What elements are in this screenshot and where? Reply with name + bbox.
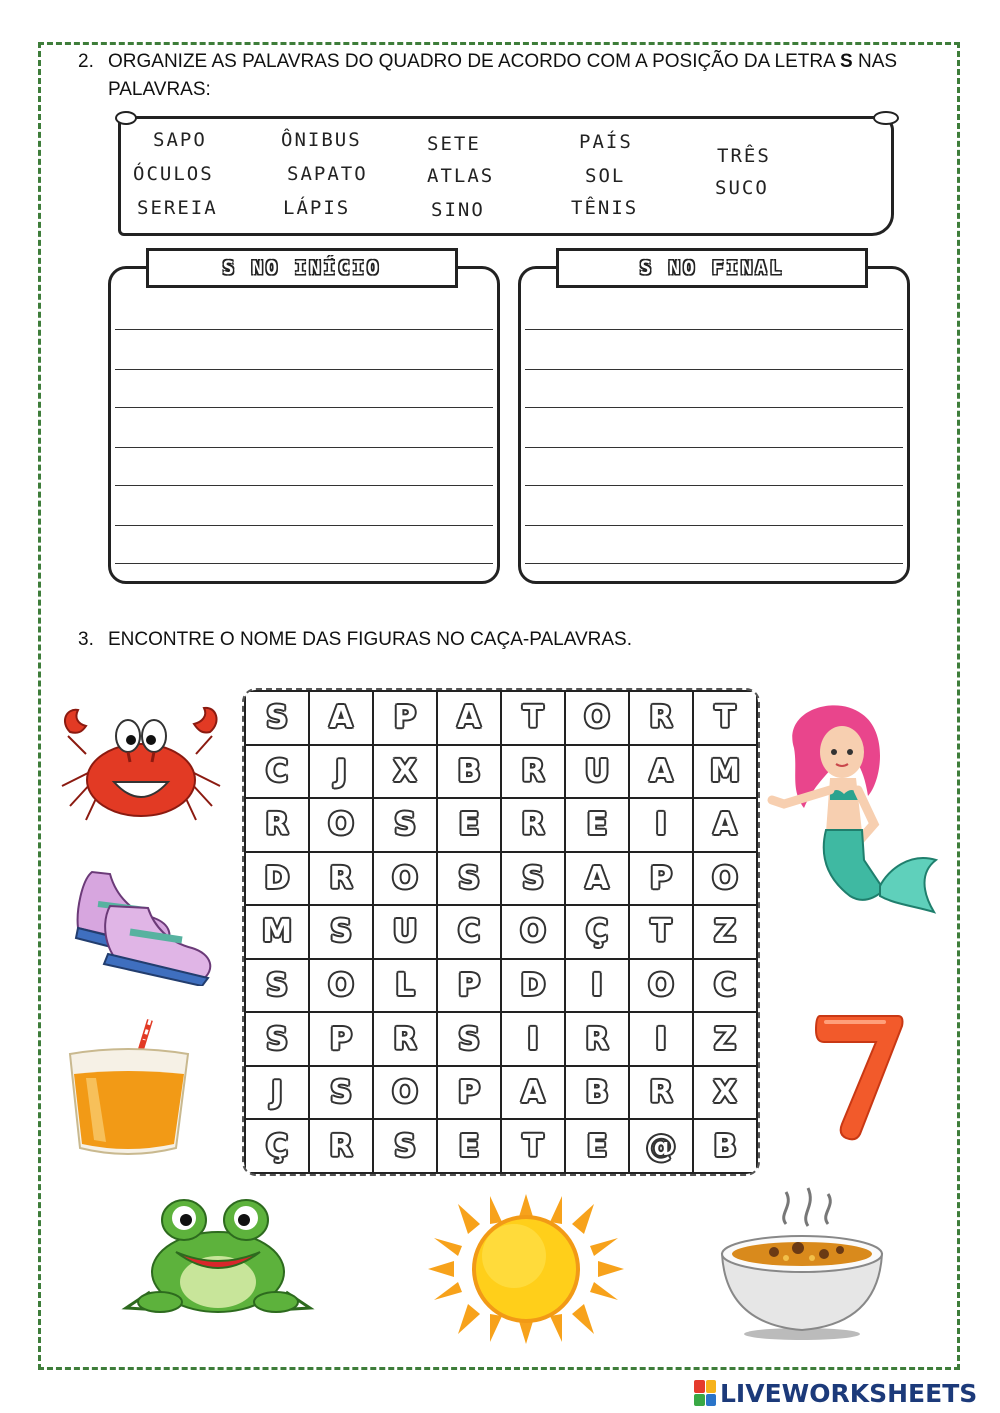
- soup-icon: [716, 1186, 888, 1342]
- grid-cell[interactable]: A: [629, 745, 693, 799]
- grid-cell[interactable]: R: [565, 1012, 629, 1066]
- answer-line[interactable]: [115, 329, 493, 330]
- grid-cell[interactable]: O: [309, 798, 373, 852]
- word-bank-item[interactable]: SAPATO: [287, 163, 368, 185]
- grid-cell[interactable]: S: [245, 691, 309, 745]
- question-2: [78, 48, 938, 108]
- word-bank-item[interactable]: SETE: [427, 133, 481, 155]
- s-end-header: [556, 248, 868, 288]
- grid-cell[interactable]: P: [437, 959, 501, 1013]
- s-start-title: S NO INÍCIO: [222, 257, 382, 279]
- grid-cell[interactable]: C: [693, 959, 757, 1013]
- grid-cell[interactable]: J: [245, 1066, 309, 1120]
- grid-cell[interactable]: D: [245, 852, 309, 906]
- grid-cell[interactable]: T: [629, 905, 693, 959]
- scroll-curl-icon: [115, 111, 137, 125]
- question-2-text: ORGANIZE AS PALAVRAS DO QUADRO DE ACORDO COM A POSIÇÃO DA LETRA S NAS PALAVRAS:: [108, 51, 898, 100]
- grid-cell[interactable]: T: [501, 691, 565, 745]
- question-3-number: 3.: [78, 629, 94, 650]
- grid-cell[interactable]: A: [437, 691, 501, 745]
- s-start-answer-box[interactable]: [108, 266, 500, 584]
- grid-cell[interactable]: S: [437, 1012, 501, 1066]
- grid-cell[interactable]: R: [245, 798, 309, 852]
- word-bank-item[interactable]: SUCO: [715, 177, 769, 199]
- question-2-number: 2.: [78, 51, 94, 72]
- grid-row: [245, 1066, 757, 1120]
- word-bank-item[interactable]: PAÍS: [579, 131, 633, 153]
- answer-line[interactable]: [525, 525, 903, 526]
- scroll-curl-icon: [873, 111, 899, 125]
- grid-cell[interactable]: O: [373, 1066, 437, 1120]
- s-start-header: [146, 248, 458, 288]
- answer-line[interactable]: [115, 525, 493, 526]
- question-3: [78, 626, 938, 656]
- word-bank-item[interactable]: SAPO: [153, 129, 207, 151]
- grid-cell[interactable]: R: [501, 798, 565, 852]
- brand-name: LIVEWORKSHEETS: [720, 1378, 978, 1408]
- word-search-grid: [242, 688, 760, 1176]
- answer-line[interactable]: [525, 485, 903, 486]
- word-bank-item[interactable]: ATLAS: [427, 165, 495, 187]
- grid-cell[interactable]: P: [309, 1012, 373, 1066]
- word-bank-item[interactable]: SOL: [585, 165, 626, 187]
- grid-cell[interactable]: R: [373, 1012, 437, 1066]
- grid-cell[interactable]: E: [565, 1119, 629, 1173]
- grid-cell[interactable]: Ç: [245, 1119, 309, 1173]
- answer-line[interactable]: [525, 447, 903, 448]
- grid-cell[interactable]: B: [565, 1066, 629, 1120]
- answer-line[interactable]: [525, 369, 903, 370]
- juice-icon: [66, 1016, 192, 1158]
- word-bank-item[interactable]: SEREIA: [137, 197, 218, 219]
- word-bank-item[interactable]: ÔNIBUS: [281, 129, 362, 151]
- word-bank-item[interactable]: TÊNIS: [571, 197, 639, 219]
- grid-cell[interactable]: O: [309, 959, 373, 1013]
- grid-cell[interactable]: S: [373, 798, 437, 852]
- grid-cell[interactable]: A: [309, 691, 373, 745]
- grid-row: [245, 798, 757, 852]
- grid-cell[interactable]: O: [501, 905, 565, 959]
- grid-cell[interactable]: M: [693, 745, 757, 799]
- answer-line[interactable]: [115, 407, 493, 408]
- grid-cell[interactable]: B: [437, 745, 501, 799]
- grid-cell[interactable]: D: [501, 959, 565, 1013]
- grid-cell[interactable]: U: [373, 905, 437, 959]
- grid-cell[interactable]: B: [693, 1119, 757, 1173]
- grid-cell[interactable]: J: [309, 745, 373, 799]
- grid-cell[interactable]: E: [437, 1119, 501, 1173]
- answer-line[interactable]: [115, 485, 493, 486]
- s-end-title: S NO FINAL: [639, 257, 785, 279]
- answer-line[interactable]: [115, 563, 493, 564]
- question-3-text: ENCONTRE O NOME DAS FIGURAS NO CAÇA-PALAVRAS.: [108, 629, 632, 650]
- grid-cell[interactable]: O: [629, 959, 693, 1013]
- grid-cell[interactable]: S: [501, 852, 565, 906]
- grid-cell[interactable]: R: [309, 1119, 373, 1173]
- grid-cell[interactable]: M: [245, 905, 309, 959]
- word-bank-item[interactable]: TRÊS: [717, 145, 771, 167]
- letter-s: S: [840, 51, 853, 72]
- grid-cell[interactable]: R: [309, 852, 373, 906]
- grid-row: [245, 959, 757, 1013]
- word-bank-item[interactable]: LÁPIS: [283, 197, 351, 219]
- grid-row: [245, 1119, 757, 1173]
- answer-line[interactable]: [115, 447, 493, 448]
- grid-cell[interactable]: A: [693, 798, 757, 852]
- grid-cell[interactable]: Z: [693, 1012, 757, 1066]
- grid-cell[interactable]: T: [501, 1119, 565, 1173]
- grid-cell[interactable]: @: [629, 1119, 693, 1173]
- grid-row: [245, 852, 757, 906]
- word-search-table: [244, 690, 758, 1174]
- grid-cell[interactable]: R: [501, 745, 565, 799]
- frog-icon: [120, 1196, 316, 1320]
- word-bank-item[interactable]: SINO: [431, 199, 485, 221]
- grid-cell[interactable]: A: [501, 1066, 565, 1120]
- grid-cell[interactable]: S: [245, 959, 309, 1013]
- grid-row: [245, 745, 757, 799]
- sun-icon: [428, 1194, 624, 1344]
- grid-cell[interactable]: S: [373, 1119, 437, 1173]
- grid-cell[interactable]: O: [565, 691, 629, 745]
- grid-cell[interactable]: I: [629, 1012, 693, 1066]
- grid-cell[interactable]: T: [693, 691, 757, 745]
- grid-cell[interactable]: E: [437, 798, 501, 852]
- answer-line[interactable]: [525, 329, 903, 330]
- grid-row: [245, 905, 757, 959]
- grid-cell[interactable]: I: [501, 1012, 565, 1066]
- crab-icon: [56, 702, 226, 828]
- grid-cell[interactable]: O: [373, 852, 437, 906]
- grid-cell[interactable]: R: [629, 1066, 693, 1120]
- grid-cell[interactable]: P: [373, 691, 437, 745]
- answer-line[interactable]: [525, 563, 903, 564]
- grid-cell[interactable]: Ç: [565, 905, 629, 959]
- word-bank: [118, 116, 894, 236]
- grid-cell[interactable]: L: [373, 959, 437, 1013]
- seven-icon: [814, 1012, 904, 1142]
- answer-line[interactable]: [525, 407, 903, 408]
- shoes-icon: [70, 866, 220, 986]
- grid-cell[interactable]: C: [245, 745, 309, 799]
- grid-cell[interactable]: C: [437, 905, 501, 959]
- grid-cell[interactable]: E: [565, 798, 629, 852]
- grid-cell[interactable]: S: [437, 852, 501, 906]
- grid-cell[interactable]: I: [629, 798, 693, 852]
- grid-cell[interactable]: Z: [693, 905, 757, 959]
- grid-cell[interactable]: X: [693, 1066, 757, 1120]
- word-bank-item[interactable]: ÓCULOS: [133, 163, 214, 185]
- grid-cell[interactable]: S: [309, 905, 373, 959]
- grid-cell[interactable]: P: [437, 1066, 501, 1120]
- grid-cell[interactable]: P: [629, 852, 693, 906]
- mermaid-icon: [764, 700, 940, 926]
- grid-cell[interactable]: S: [309, 1066, 373, 1120]
- grid-row: [245, 1012, 757, 1066]
- grid-cell[interactable]: R: [629, 691, 693, 745]
- brand-mark-icon: [694, 1380, 716, 1406]
- grid-cell[interactable]: S: [245, 1012, 309, 1066]
- grid-cell[interactable]: X: [373, 745, 437, 799]
- answer-line[interactable]: [115, 369, 493, 370]
- brand-logo: [694, 1378, 977, 1408]
- s-end-answer-box[interactable]: [518, 266, 910, 584]
- grid-cell[interactable]: A: [565, 852, 629, 906]
- grid-cell[interactable]: I: [565, 959, 629, 1013]
- grid-cell[interactable]: U: [565, 745, 629, 799]
- grid-row: [245, 691, 757, 745]
- grid-cell[interactable]: O: [693, 852, 757, 906]
